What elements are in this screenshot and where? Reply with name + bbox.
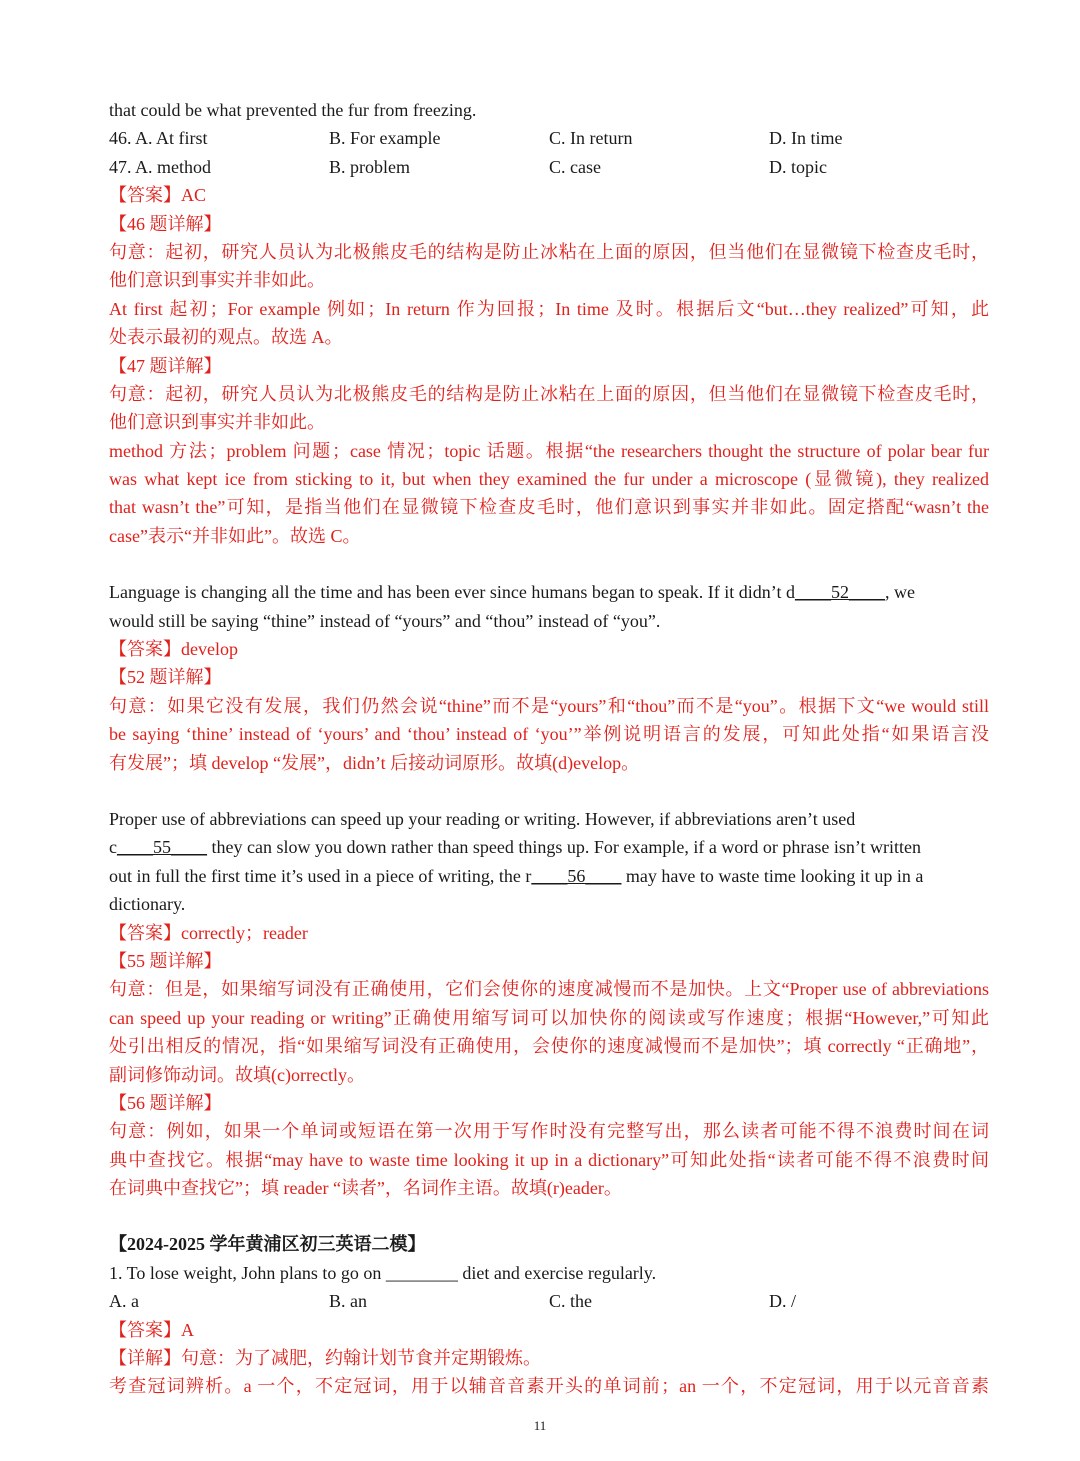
explanation-text: case”表示“并非如此”。故选 C。: [109, 525, 361, 546]
page-number: 11: [533, 1418, 547, 1433]
answer-line: 【答案】develop: [109, 639, 238, 660]
explanation-text: that wasn’t the”可知，是指当他们在显微镜下检查皮毛时，他们意识到事实并非如此。固定搭配“wasn’t the: [109, 497, 989, 518]
spacer: [109, 777, 989, 805]
passage-text: [109, 862, 989, 890]
text-segment: c: [109, 837, 117, 858]
explanation-text: 句意：但是，如果缩写词没有正确使用，它们会使你的速度减慢而不是加快。上文“Proper use of abbreviations: [109, 979, 989, 1000]
explanation-text: 处表示最初的观点。故选 A。: [109, 327, 343, 348]
passage-text: [109, 578, 989, 606]
passage-text: dictionary.: [109, 894, 186, 915]
spacer: [109, 550, 989, 578]
explanation-title: 【46 题详解】: [109, 213, 222, 234]
option-c: C. In return: [549, 128, 633, 149]
blank-56: ____56____: [531, 865, 622, 886]
question-1-options: [109, 1287, 989, 1315]
option-d: D. /: [769, 1291, 796, 1312]
explanation-title: 【52 题详解】: [109, 667, 222, 688]
option-c: C. the: [549, 1291, 592, 1312]
explanation-text: 【详解】句意：为了减肥，约翰计划节食并定期锻炼。: [109, 1348, 541, 1369]
option-a: 47. A. method: [109, 156, 211, 177]
option-d: D. topic: [769, 156, 827, 177]
text-segment: may have to waste time looking it up in a: [621, 865, 924, 886]
explanation-text: 句意：起初，研究人员认为北极熊皮毛的结构是防止冰粘在上面的原因，但当他们在显微镜下检查皮毛时，: [109, 383, 989, 404]
passage-text: Proper use of abbreviations can speed up your reading or writing. However, if abbreviations aren’t used: [109, 808, 856, 829]
passage-text: that could be what prevented the fur from freezing.: [109, 100, 477, 120]
text-segment: out in full the first time it’s used in a piece of writing, the r: [109, 865, 532, 886]
explanation-title: 【55 题详解】: [109, 950, 222, 971]
option-a: 46. A. At first: [109, 128, 208, 149]
explanation-text: 有发展”；填 develop “发展”，didn’t 后接动词原形。故填(d)evelop。: [109, 752, 640, 773]
explanation-text: 句意：例如，如果一个单词或短语在第一次用于写作时没有完整写出，那么读者可能不得不浪费时间在词: [109, 1121, 989, 1142]
blank-55: ____55____: [117, 837, 207, 858]
explanation-title: 【56 题详解】: [109, 1092, 222, 1113]
explanation-text: 他们意识到事实并非如此。: [109, 270, 325, 291]
option-a: A. a: [109, 1291, 139, 1312]
explanation-text: 处引出相反的情况，指“如果缩写词没有正确使用，会使你的速度减慢而不是加快”；填 correctly “正确地”，: [109, 1036, 989, 1057]
explanation-text: 句意：起初，研究人员认为北极熊皮毛的结构是防止冰粘在上面的原因，但当他们在显微镜下检查皮毛时，: [109, 241, 989, 262]
passage-text: [109, 833, 989, 861]
explanation-text: At first 起初；For example 例如；In return 作为回报；In time 及时。根据后文“but…they realized”可知，此: [109, 298, 989, 319]
explanation-title: 【47 题详解】: [109, 355, 222, 376]
question-46-options: [109, 124, 989, 152]
text-segment: Language is changing all the time and has been ever since humans began to speak. If it didn’t d: [109, 582, 795, 603]
option-b: B. For example: [329, 128, 441, 149]
question-47-options: [109, 153, 989, 181]
blank-52: ____52____: [794, 582, 885, 603]
explanation-text: 考查冠词辨析。a 一个，不定冠词，用于以辅音音素开头的单词前；an 一个，不定冠词，用于以元音音素: [109, 1376, 989, 1397]
question-1: 1. To lose weight, John plans to go on ________ diet and exercise regularly.: [109, 1262, 657, 1283]
explanation-text: 典中查找它。根据“may have to waste time looking it up in a dictionary”可知此处指“读者可能不得不浪费时间: [109, 1149, 989, 1170]
explanation-text: 在词典中查找它”；填 reader “读者”，名词作主语。故填(r)eader。: [109, 1178, 622, 1199]
text-segment: they can slow you down rather than speed things up. For example, if a word or phrase isn’t written: [207, 837, 922, 858]
spacer: [109, 1202, 989, 1230]
explanation-text: 副词修饰动词。故填(c)orrectly。: [109, 1064, 365, 1085]
explanation-text: be saying ‘thine’ instead of ‘yours’ and ‘thou’ instead of ‘you’”举例说明语言的发展，可知此处指“如果语言没: [109, 724, 989, 745]
option-b: B. problem: [329, 156, 410, 177]
document-page: [109, 96, 989, 1401]
option-d: D. In time: [769, 128, 843, 149]
passage-text: would still be saying “thine” instead of “yours” and “thou” instead of “you”.: [109, 610, 661, 631]
option-b: B. an: [329, 1291, 367, 1312]
option-c: C. case: [549, 156, 601, 177]
section-heading: 【2024-2025 学年黄浦区初三英语二模】: [109, 1234, 426, 1255]
answer-line: 【答案】correctly；reader: [109, 922, 308, 943]
answer-line: 【答案】AC: [109, 185, 207, 206]
explanation-text: method 方法；problem 问题；case 情况；topic 话题。根据“the researchers thought the structure of polar bear fur: [109, 440, 989, 461]
explanation-text: 句意：如果它没有发展，我们仍然会说“thine”而不是“yours”和“thou”而不是“you”。根据下文“we would still: [109, 695, 989, 716]
answer-line: 【答案】A: [109, 1319, 194, 1340]
explanation-text: 他们意识到事实并非如此。: [109, 412, 325, 433]
explanation-text: can speed up your reading or writing”正确使用缩写词可以加快你的阅读或写作速度；根据“However,”可知此: [109, 1007, 989, 1028]
text-segment: , we: [884, 582, 915, 603]
explanation-text: was what kept ice from sticking to it, but when they examined the fur under a microscope (显微镜), they realized: [109, 469, 989, 490]
